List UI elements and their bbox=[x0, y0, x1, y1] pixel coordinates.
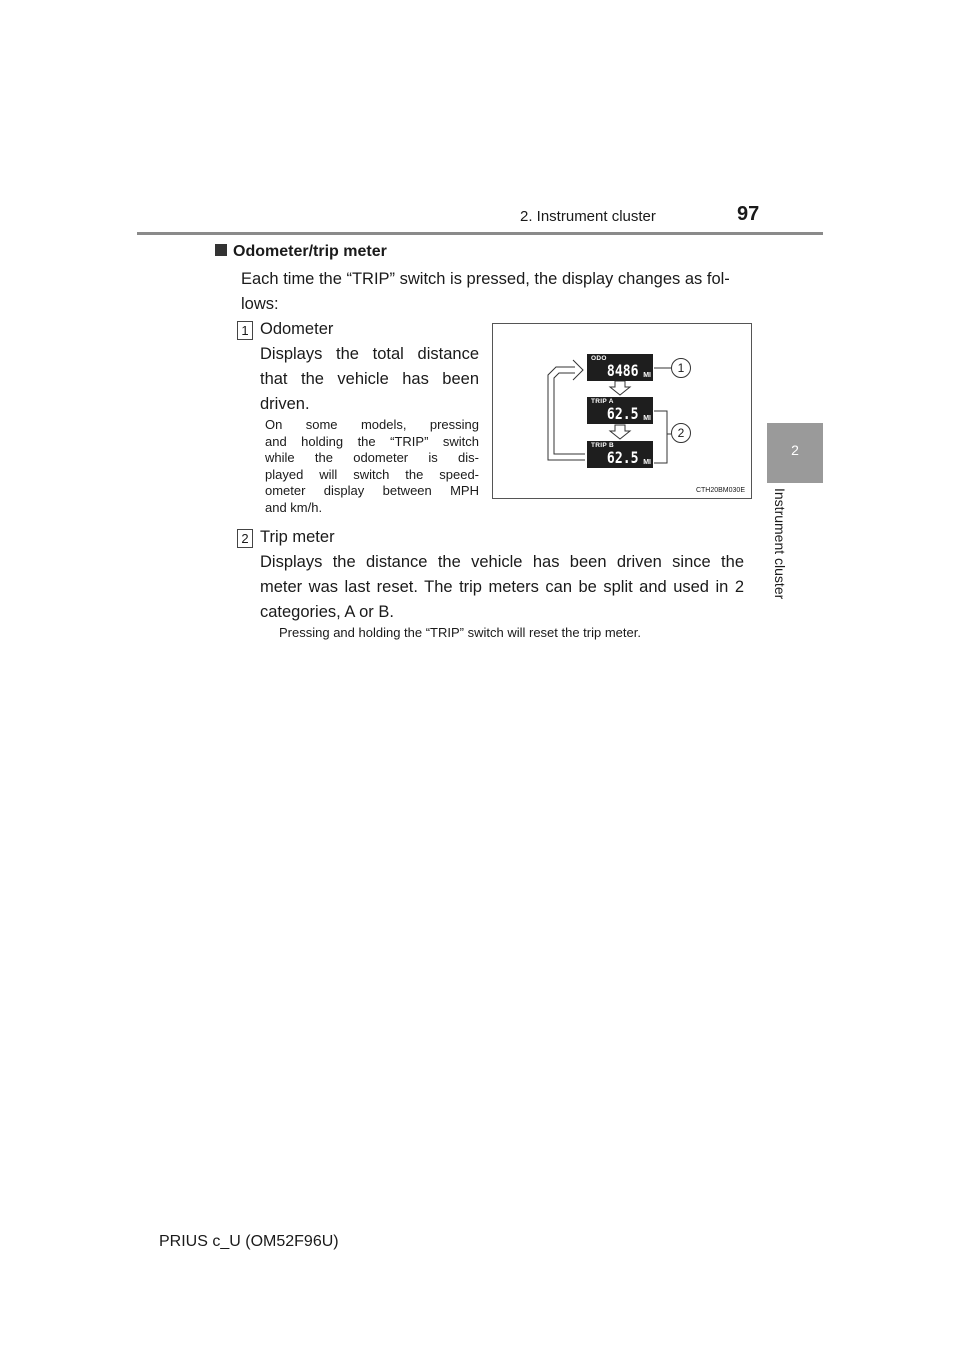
lcd-value: 8486 bbox=[607, 361, 639, 380]
item-note-trip-meter bbox=[279, 625, 749, 642]
desc-line: meter was last reset. The trip meters can be split and used in 2 bbox=[260, 578, 744, 596]
intro-paragraph bbox=[241, 267, 746, 317]
lcd-trip-a bbox=[587, 397, 653, 424]
item-badge-2: 2 bbox=[237, 529, 253, 548]
header-rule bbox=[137, 232, 823, 235]
intro-line-2: lows: bbox=[241, 295, 279, 313]
item-badge-1: 1 bbox=[237, 321, 253, 340]
desc-line: that the vehicle has been bbox=[260, 370, 479, 388]
note-line: On some models, pressing bbox=[265, 417, 479, 432]
footer-model: PRIUS c_U (OM52F96U) bbox=[159, 1233, 339, 1250]
chapter-tab-label: Instrument cluster bbox=[772, 488, 788, 600]
note-line: while the odometer is dis- bbox=[265, 450, 479, 465]
lcd-odometer bbox=[587, 354, 653, 381]
lcd-unit: MI bbox=[643, 372, 651, 379]
down-arrow-icon bbox=[610, 381, 630, 395]
display-diagram bbox=[492, 323, 752, 499]
trip-bracket bbox=[654, 411, 667, 463]
figure-code: CTH20BM030E bbox=[695, 487, 745, 494]
loop-arrow-head bbox=[573, 360, 583, 380]
lcd-value: 62.5 bbox=[607, 448, 639, 467]
chapter-tab-label-wrap bbox=[768, 488, 796, 618]
item-desc-odometer bbox=[260, 342, 479, 417]
item-note-odometer bbox=[265, 417, 479, 516]
item-desc-trip-meter bbox=[260, 550, 744, 625]
section-heading bbox=[215, 243, 387, 261]
note-line: Pressing and holding the “TRIP” switch will reset the trip meter. bbox=[279, 625, 641, 640]
desc-line: Displays the total distance bbox=[260, 345, 479, 363]
square-bullet-icon bbox=[215, 244, 227, 256]
page-number: 97 bbox=[737, 203, 760, 225]
note-line: ometer display between MPH bbox=[265, 483, 479, 498]
lcd-label: TRIP B bbox=[591, 442, 614, 449]
callout-2: 2 bbox=[671, 423, 691, 443]
item-title-odometer: Odometer bbox=[260, 320, 334, 338]
lcd-value: 62.5 bbox=[607, 404, 639, 423]
callout-1: 1 bbox=[671, 358, 691, 378]
lcd-unit: MI bbox=[643, 415, 651, 422]
desc-line: Displays the distance the vehicle has been driven since the bbox=[260, 553, 744, 571]
down-arrow-icon bbox=[610, 425, 630, 439]
lcd-label: TRIP A bbox=[591, 398, 614, 405]
note-line: played will switch the speed- bbox=[265, 466, 479, 482]
lcd-trip-b bbox=[587, 441, 653, 468]
desc-line: categories, A or B. bbox=[260, 603, 394, 621]
intro-line-1: Each time the “TRIP” switch is pressed, the display changes as fol- bbox=[241, 270, 730, 288]
lcd-unit: MI bbox=[643, 459, 651, 466]
lcd-label: ODO bbox=[591, 355, 607, 362]
loop-arrow-inner bbox=[554, 373, 585, 454]
section-heading-text: Odometer/trip meter bbox=[233, 243, 387, 260]
desc-line: driven. bbox=[260, 395, 310, 413]
item-title-trip-meter: Trip meter bbox=[260, 528, 335, 546]
note-line: and km/h. bbox=[265, 499, 323, 515]
note-line: and holding the “TRIP” switch bbox=[265, 433, 479, 449]
running-header: 2. Instrument cluster bbox=[520, 208, 656, 225]
chapter-tab-number: 2 bbox=[791, 442, 799, 458]
